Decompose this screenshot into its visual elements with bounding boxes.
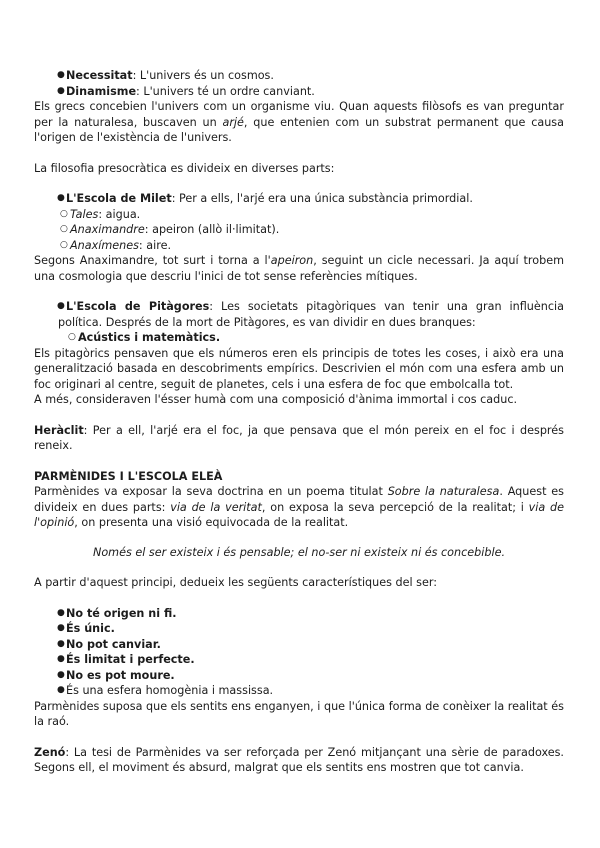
sublist-milet [58, 207, 564, 254]
list-ser-characteristics [34, 606, 564, 699]
paragraph-anaximandre: Segons Anaximandre, tot surt i torna a l'apeiron, seguint un cicle necessari. Ja aquí trobem una cosmologia que descriu l'inici de tot sense referències mítiques. [34, 254, 564, 283]
list-escola-milet [34, 191, 564, 253]
sublist-item: ○ Acústics i matemàtics. [68, 330, 564, 346]
sublist-item: ○ Anaximandre: apeiron (allò il·limitat). [60, 222, 564, 238]
term: L'Escola de Milet [66, 192, 172, 205]
list-item: ● És una esfera homogènia i massissa. [58, 683, 564, 699]
list-cosmos-properties [34, 68, 564, 99]
list-item: ● No es pot moure. [58, 668, 564, 684]
list-item: ● És limitat i perfecte. [58, 652, 564, 668]
list-item: ● No pot canviar. [58, 637, 564, 653]
term: Necessitat [66, 69, 133, 82]
definition: : Les societats pitagòriques van tenir una gran influència política. Després de la mort de Pitàgores, es van dividir en dues branques: [58, 300, 564, 329]
paragraph-pitagorics: Els pitagòrics pensaven que els números eren els principis de totes les coses, i això era una generalització basada en descobriments empírics. Descrivien el món com una esfera amb un foc originari al centre, seguit de planetes, cels i una esfera de foc que embolcalla tot. [34, 346, 564, 391]
paragraph-sentits: Parmènides suposa que els sentits ens enganyen, i que l'única forma de conèixer la realitat és la raó. [34, 699, 564, 728]
paragraph-heraclit: Heràclit: Per a ell, l'arjé era el foc, ja que pensava que el món pereix en el foc i després reneix. [34, 423, 564, 452]
list-escola-pitagores [34, 299, 564, 346]
list-item [58, 191, 564, 253]
sublist-pitagores [58, 330, 564, 346]
list-item: ● És únic. [58, 621, 564, 637]
term: L'Escola de Pitàgores [66, 300, 210, 313]
definition: : Per a ells, l'arjé era una única substància primordial. [171, 192, 473, 205]
section-heading: PARMÈNIDES I L'ESCOLA ELEÀ [34, 469, 223, 483]
paragraph-pitagorics-2: A més, consideraven l'ésser humà com una composició d'ànima immortal i cos caduc. [34, 393, 518, 406]
sublist-item: ○ Tales: aigua. [60, 207, 564, 223]
paragraph-principi: A partir d'aquest principi, dedueix les següents característiques del ser: [34, 576, 438, 589]
definition: : L'univers és un cosmos. [132, 69, 274, 82]
list-item [58, 68, 564, 84]
paragraph-parmenides: Parmènides va exposar la seva doctrina en un poema titulat Sobre la naturalesa. Aquest es divideix en dues parts: via de la veritat, on exposa la seva percepció de la realitat; i via de l'opinió, on presenta una visió equivocada de la realitat. [34, 485, 565, 529]
list-item [58, 299, 564, 346]
paragraph-grecs: Els grecs concebien l'univers com un organisme viu. Quan aquests filòsofs es van preguntar per la naturalesa, buscaven un arjé, que entenien com un substrat permanent que causa l'origen de l'existència de l'univers. [34, 100, 564, 144]
term-arje: arjé [222, 115, 244, 129]
quote: Només el ser existeix i és pensable; el no-ser ni existeix ni és concebible. [92, 545, 506, 559]
list-item [58, 84, 564, 100]
term: Dinamisme [66, 84, 137, 98]
definition: : L'univers té un ordre canviant. [136, 84, 315, 98]
paragraph-zeno: Zenó: La tesi de Parmènides va ser reforçada per Zenó mitjançant una sèrie de paradoxes. Segons ell, el moviment és absurd, malgrat que els sentits ens mostren que tot canvia. [34, 745, 564, 774]
paragraph-filosofia: La filosofia presocràtica es divideix en diverses parts: [34, 161, 335, 175]
sublist-item: ○ Anaxímenes: aire. [60, 238, 564, 254]
list-item: ● No té origen ni fi. [58, 606, 564, 622]
